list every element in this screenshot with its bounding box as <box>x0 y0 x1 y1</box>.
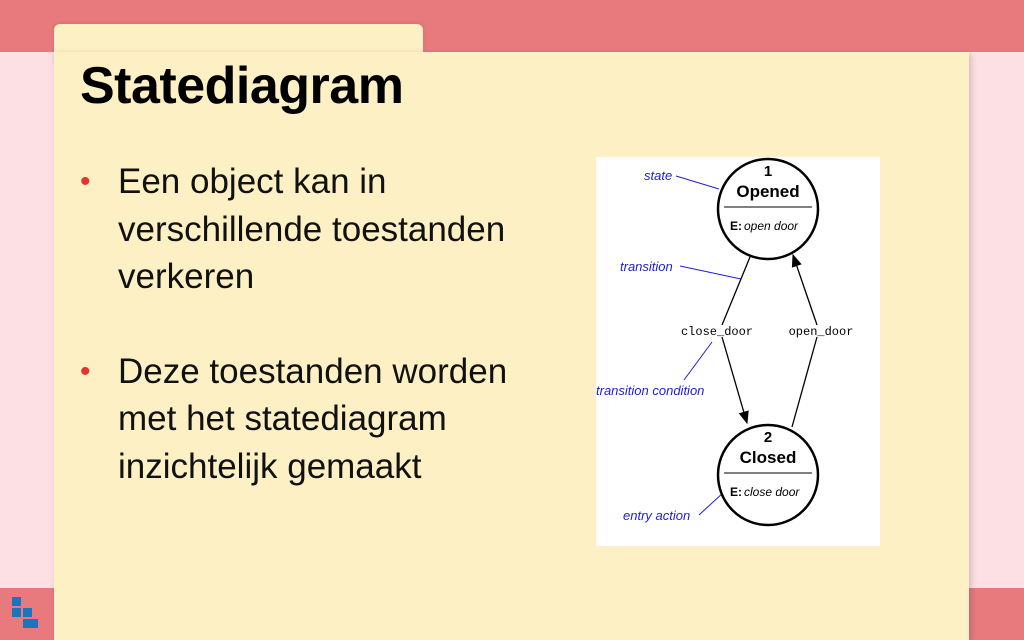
state-number: 1 <box>763 163 773 180</box>
state-name: Opened <box>736 182 800 201</box>
bullet-dot-icon: • <box>80 165 91 198</box>
entry-action: close door <box>744 485 800 499</box>
annotation-state: state <box>644 168 673 183</box>
transition-line-open-lower <box>792 337 817 427</box>
transition-arrow-close <box>722 337 747 423</box>
bullet-item <box>80 158 510 301</box>
state-leader-line <box>676 176 719 189</box>
state-diagram-svg <box>596 157 880 546</box>
bullet-item <box>80 348 510 491</box>
bullet-dot-icon: • <box>80 354 91 388</box>
transition-line-close-upper <box>722 257 750 325</box>
bullet-text: Deze toestanden worden met het statediagram inzichtelijk gemaakt <box>118 351 508 486</box>
bullet-text: Een object kan in verschillende toestanden verkeren <box>118 162 506 296</box>
transition-leader-line <box>680 266 741 279</box>
state-number: 2 <box>763 429 773 446</box>
annotation-entry-action: entry action <box>623 508 691 523</box>
condition-leader-line <box>684 342 712 380</box>
state-name: Closed <box>739 448 797 467</box>
entry-prefix: E: <box>730 219 742 233</box>
slide-title: Statediagram <box>80 57 404 115</box>
bullet-list <box>80 158 510 490</box>
state-diagram <box>596 157 880 546</box>
entry-action-leader-line <box>699 492 724 515</box>
annotation-transition: transition <box>620 259 673 274</box>
annotation-transition-condition: transition condition <box>596 383 705 398</box>
transition-arrow-open <box>793 255 817 325</box>
logo-icon <box>12 597 38 629</box>
transition-label-close-door: close_door <box>680 325 754 339</box>
entry-action: open door <box>744 219 799 233</box>
transition-label-open-door: open_door <box>788 325 854 339</box>
entry-prefix: E: <box>730 485 742 499</box>
